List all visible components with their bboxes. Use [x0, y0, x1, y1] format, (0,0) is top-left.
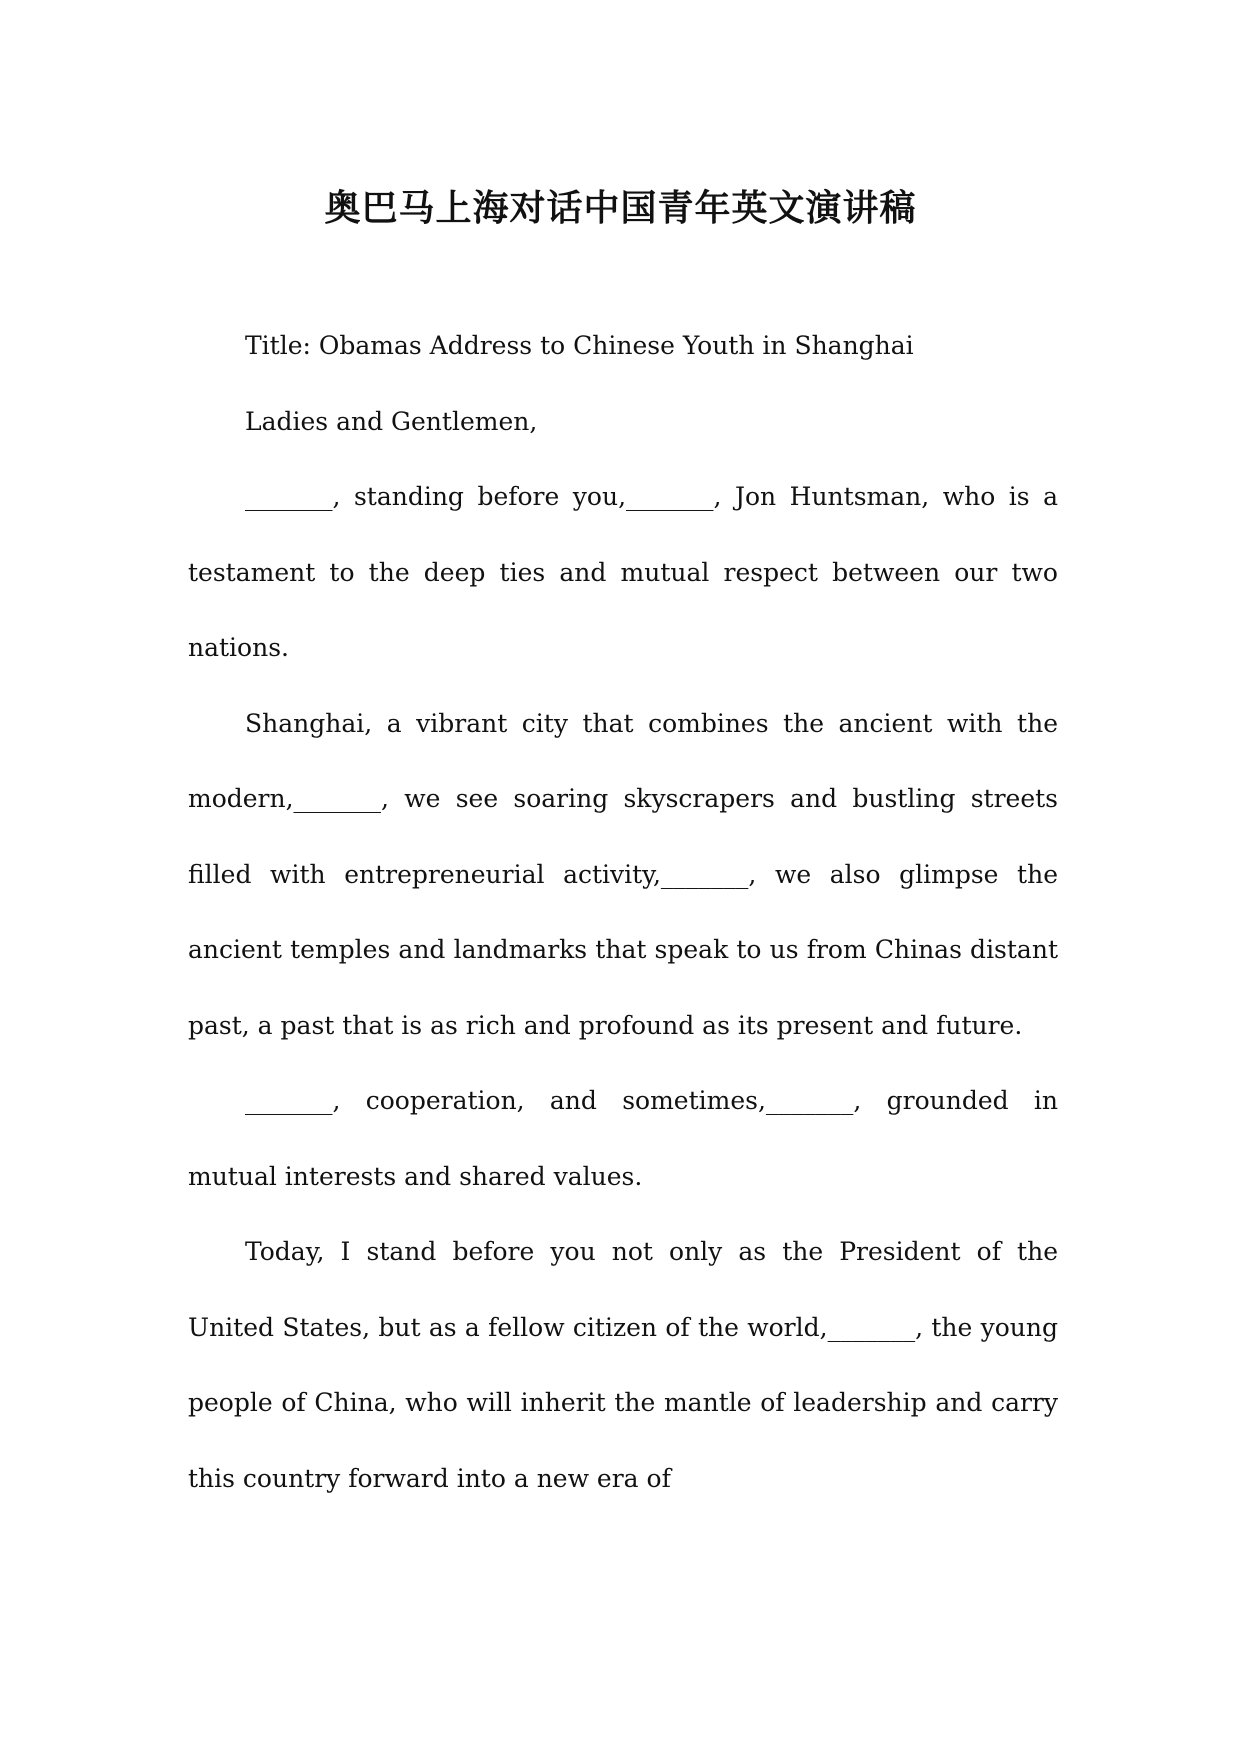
- document-body: [188, 308, 1058, 1516]
- paragraph-cooperation: _______, cooperation, and sometimes,_______, grounded in mutual interests and shared values.: [188, 1086, 1058, 1191]
- paragraph-title-line: Title: Obamas Address to Chinese Youth in Shanghai: [245, 331, 914, 360]
- page-title: 奥巴马上海对话中国青年英文演讲稿: [324, 187, 917, 229]
- paragraph-salutation: Ladies and Gentlemen,: [245, 406, 538, 436]
- paragraph-introduction: _______, standing before you,_______, Jon Huntsman, who is a testament to the deep ties and mutual respect between our two nations.: [188, 482, 1058, 662]
- paragraph-today: Today, I stand before you not only as the President of the United States, but as a fellow citizen of the world,_______, the young people of China, who will inherit the mantle of leadership and carry this country forward into a new era of: [188, 1237, 1058, 1493]
- paragraph-shanghai: Shanghai, a vibrant city that combines the ancient with the modern,_______, we see soaring skyscrapers and bustling streets filled with entrepreneurial activity,_______, we also glimpse the ancient temples and landmarks that speak to us from Chinas distant past, a past that is as rich and profound as its present and future.: [188, 708, 1058, 1040]
